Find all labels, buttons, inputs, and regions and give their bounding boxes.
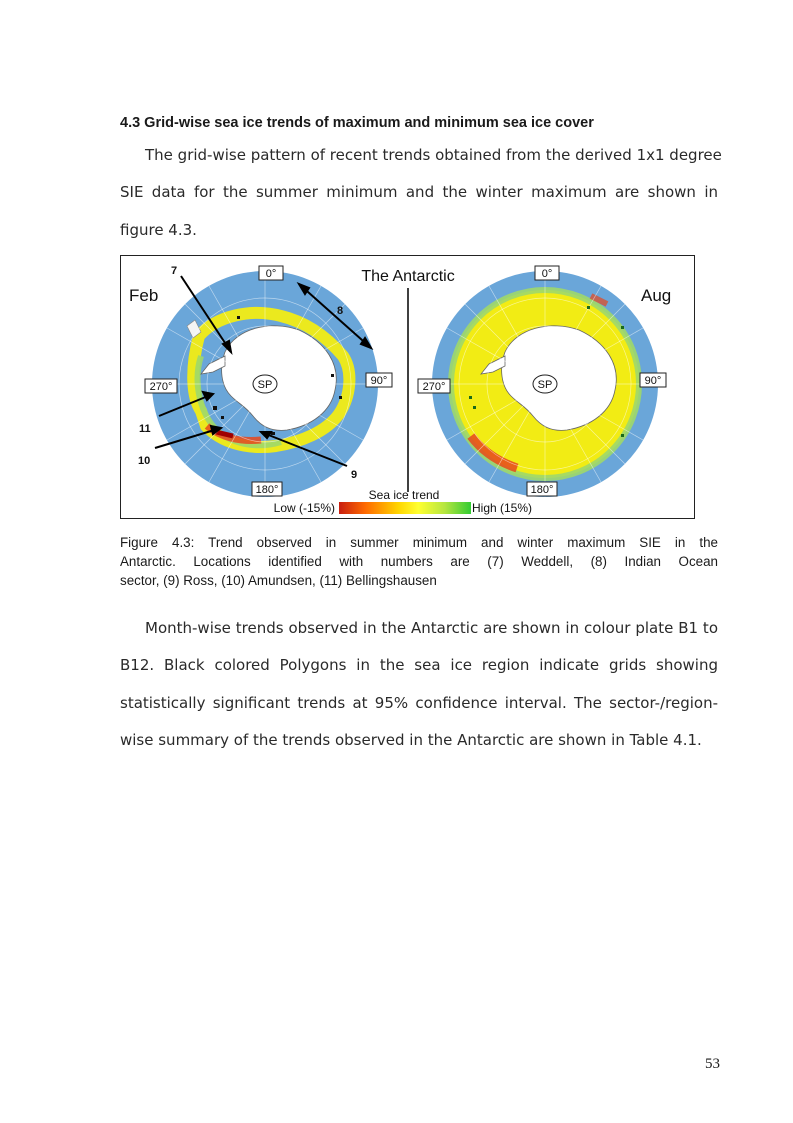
aug-label-270: 270° (422, 381, 446, 393)
feb-label-0: 0° (265, 268, 277, 280)
caption-line-1: Figure 4.3: Trend observed in summer minimum and winter maximum SIE in the (120, 535, 718, 550)
caption-line-2: Antarctic. Locations identified with numbers are (7) Weddell, (8) Indian Ocean (120, 554, 718, 569)
feb-label: Feb (129, 286, 159, 305)
callout-11: 11 (139, 423, 151, 435)
aug-label-sp: SP (537, 379, 553, 391)
aug-label-90: 90° (644, 375, 662, 387)
colorbar-gradient (339, 502, 471, 514)
figure-4-3 (120, 255, 695, 519)
aug-label: Aug (641, 286, 672, 305)
figure-title: The Antarctic (361, 268, 455, 285)
callout-10: 10 (138, 455, 151, 467)
aug-label-0: 0° (541, 268, 553, 280)
figure-svg (121, 256, 694, 518)
body-line-4: wise summary of the trends observed in the Antarctic are shown in Table 4.1. (120, 731, 702, 749)
body-line-2: B12. Black colored Polygons in the sea ice region indicate grids showing (120, 656, 718, 674)
body-line-3: statistically significant trends at 95% confidence interval. The sector-/region- (120, 694, 718, 712)
callout-7: 7 (171, 265, 178, 277)
feb-label-180: 180° (255, 484, 279, 496)
feb-label-270: 270° (149, 381, 173, 393)
caption-line-3: sector, (9) Ross, (10) Amundsen, (11) Bellingshausen (120, 573, 437, 588)
feb-label-sp: SP (257, 379, 273, 391)
section-heading: 4.3 Grid-wise sea ice trends of maximum and minimum sea ice cover (120, 115, 594, 131)
intro-line-2: SIE data for the summer minimum and the winter maximum are shown in (120, 183, 718, 201)
colorbar-title: Sea ice trend (368, 488, 440, 502)
colorbar-high-label: High (15%) (472, 501, 533, 515)
callout-8: 8 (337, 305, 344, 317)
callout-9: 9 (351, 469, 358, 481)
colorbar (274, 488, 532, 515)
figure-caption (120, 533, 718, 590)
intro-line-1: The grid-wise pattern of recent trends obtained from the derived 1x1 degree (145, 146, 722, 164)
page-number: 53 (705, 1056, 720, 1072)
intro-line-3: figure 4.3. (120, 221, 197, 239)
body-line-1: Month-wise trends observed in the Antarctic are shown in colour plate B1 to (145, 619, 718, 637)
colorbar-low-label: Low (-15%) (273, 501, 335, 515)
feb-label-90: 90° (370, 375, 388, 387)
aug-label-180: 180° (530, 484, 554, 496)
